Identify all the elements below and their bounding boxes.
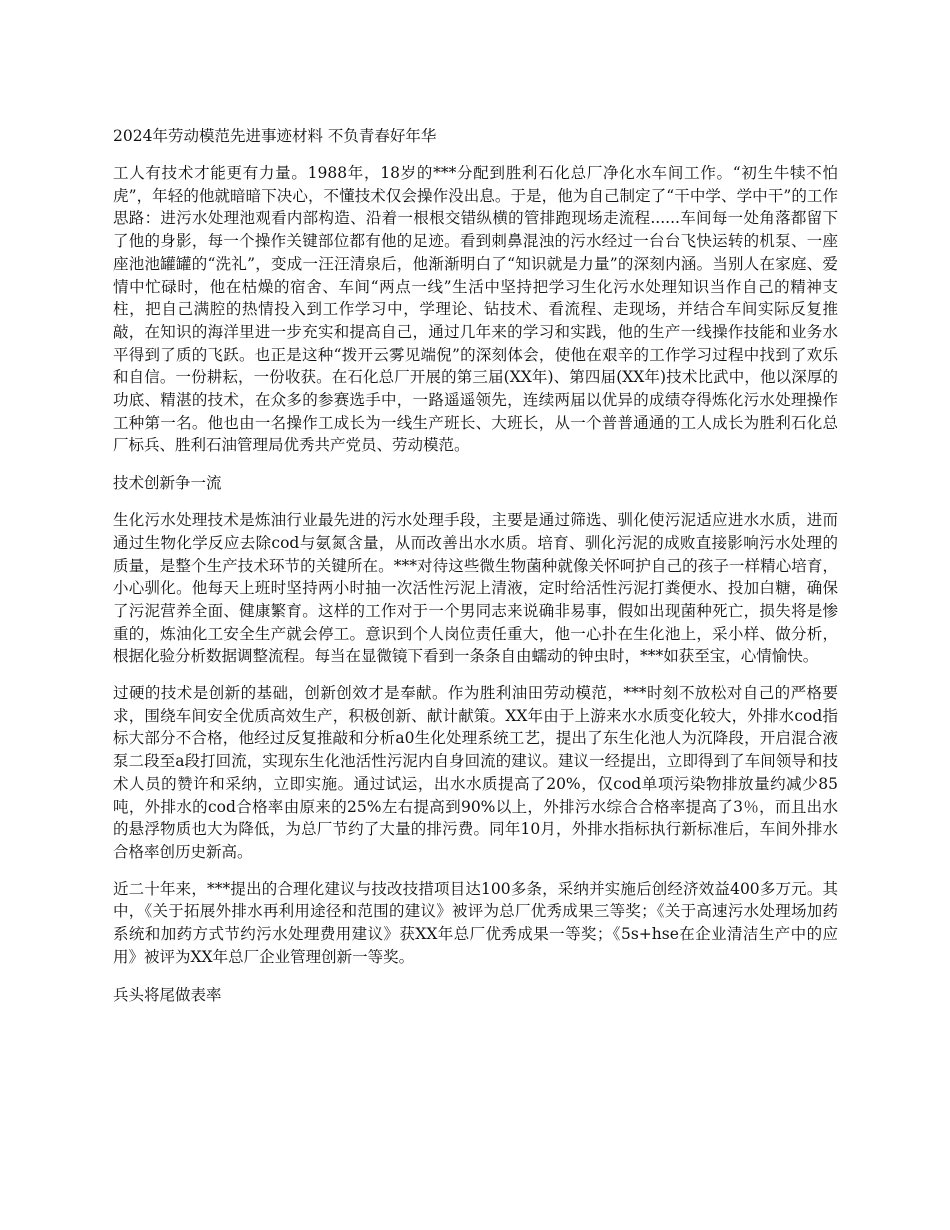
paragraph-innovation: 过硬的技术是创新的基础，创新创效才是奉献。作为胜利油田劳动模范，***时刻不放松对自己的严格要求，围绕车间安全优质高效生产，积极创新、献计献策。XX年由于上游来水水质变化较大，外排水cod指标大部分不合格，他经过反复推敲和分析a0生化处理系统工艺，提出了东生化池人为沉降段，开启混合液泵二段至a段打回流，实现东生化池活性污泥内自身回流的建议。建议一经提出，立即得到了车间领导和技术人员的赞许和采纳，立即实施。通过试运，出水水质提高了20%，仅cod单项污染物排放量约减少85吨，外排水的cod合格率由原来的25%左右提高到90%以上，外排污水综合合格率提高了3％，而且出水的悬浮物质也大为降低，为总厂节约了大量的排污费。同年10月，外排水指标执行新标准后，车间外排水合格率创历史新高。 bbox=[113, 684, 838, 861]
paragraph-intro: 工人有技术才能更有力量。1988年，18岁的***分配到胜利石化总厂净化水车间工作。“初生牛犊不怕虎”，年轻的他就暗暗下决心，不懂技术仅会操作没出息。于是，他为自己制定了“干中学、学中干”的工作思路：进污水处理池观看内部构造、沿着一根根交错纵横的管排跑现场走流程......车间每一处角落都留下了他的身影，每一个操作关键部位都有他的足迹。看到刺鼻混浊的污水经过一台台飞快运转的机泵、一座座池池罐罐的“洗礼”，变成一汪汪清泉后，他渐渐明白了“知识就是力量”的深刻内涵。当别人在家庭、爱情中忙碌时，他在枯燥的宿舍、车间“两点一线”生活中坚持把学习生化污水处理知识当作自己的精神支柱，把自己满腔的热情投入到工作学习中，学理论、钻技术、看流程、走现场，并结合车间实际反复推敲，在知识的海洋里进一步充实和提高自己，通过几年来的学习和实践，他的生产一线操作技能和业务水平得到了质的飞跃。也正是这种“拨开云雾见端倪”的深刻体会，使他在艰辛的工作学习过程中找到了欢乐和自信。一份耕耘，一份收获。在石化总厂开展的第三届(XX年)、第四届(XX年)技术比武中，他以深厚的功底、精湛的技术，在众多的参赛选手中，一路遥遥领先，连续两届以优异的成绩夺得炼化污水处理操作工种第一名。他也由一名操作工成长为一线生产班长、大班长，从一个普普通通的工人成长为胜利石化总厂标兵、胜利石油管理局优秀共产党员、劳动模范。 bbox=[113, 164, 838, 455]
paragraph-biochemical-treatment: 生化污水处理技术是炼油行业最先进的污水处理手段，主要是通过筛选、驯化使污泥适应进水水质，进而通过生物化学反应去除cod与氨氮含量，从而改善出水水质。培育、驯化污泥的成败直接影响污水处理的质量，是整个生产技术环节的关键所在。***对待这些微生物菌种就像关怀呵护自己的孩子一样精心培育，小心驯化。他每天上班时坚持两小时抽一次活性污泥上清液，定时给活性污泥打粪便水、投加白糖，确保了污泥营养全面、健康繁育。这样的工作对于一个男同志来说确非易事，假如出现菌种死亡，损失将是惨重的，炼油化工安全生产就会停工。意识到个人岗位责任重大，他一心扑在生化池上，采小样、做分析，根据化验分析数据调整流程。每当在显微镜下看到一条条自由蠕动的钟虫时，***如获至宝，心情愉快。 bbox=[113, 511, 838, 666]
document-title: 2024年劳动模范先进事迹材料 不负青春好年华 bbox=[113, 127, 437, 145]
document-body bbox=[113, 124, 838, 1021]
section-heading-role-model: 兵头将尾做表率 bbox=[113, 985, 222, 1004]
paragraph-proposals: 近二十年来，***提出的合理化建议与技改技措项目达100多条，采纳并实施后创经济效益400多万元。其中，《关于拓展外排水再利用途径和范围的建议》被评为总厂优秀成果三等奖；《关于高速污水处理场加药系统和加药方式节约污水处理费用建议》获XX年总厂优秀成果一等奖；《5s+hse在企业清洁生产中的应用》被评为XX年总厂企业管理创新一等奖。 bbox=[113, 879, 838, 966]
section-heading-tech-innovation: 技术创新争一流 bbox=[113, 474, 222, 493]
